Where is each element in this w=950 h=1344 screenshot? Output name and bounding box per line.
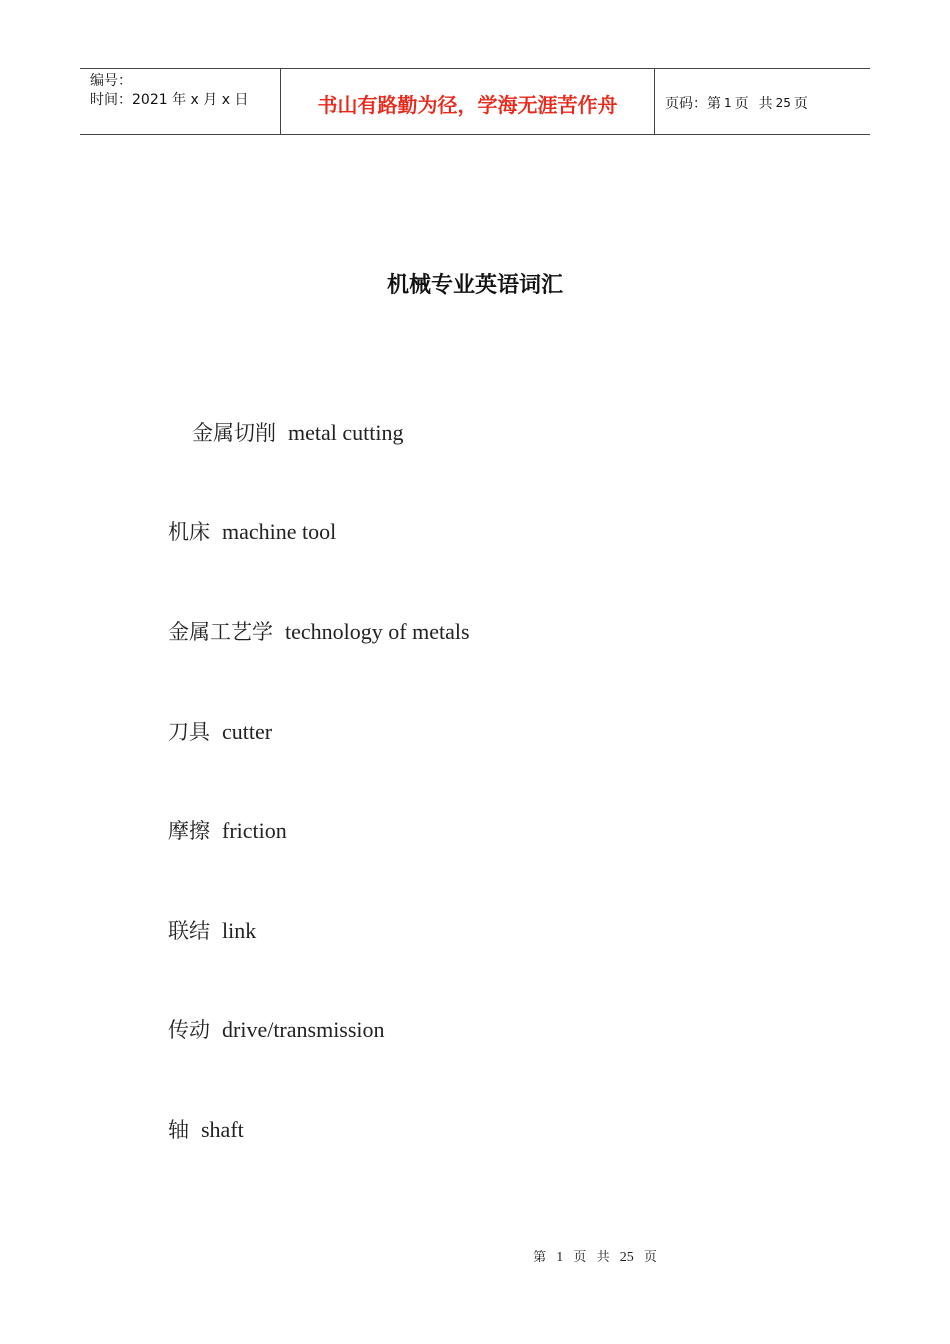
vocabulary-chinese: 刀具 [168,720,210,744]
footer-page-total: 25 [619,1250,634,1265]
document-title: 机械专业英语词汇 [386,273,563,298]
vocabulary-chinese: 金属工艺学 [168,620,273,644]
page-footer [0,1246,950,1266]
vocabulary-item [168,916,256,947]
vocabulary-item [168,517,336,548]
footer-unit: 页 [573,1250,587,1265]
footer-total-prefix: 共 [596,1250,610,1265]
footer-prefix: 第 [533,1250,547,1265]
vocabulary-chinese: 轴 [168,1118,189,1142]
vocabulary-chinese: 摩擦 [168,819,210,843]
vocabulary-item [168,717,272,748]
page-total-prefix: 共 [758,95,773,112]
vocabulary-item [168,1015,385,1046]
motto-text: 书山有路勤为径，学海无涯苦作舟 [317,93,618,117]
vocabulary-english: metal cutting [288,420,404,445]
page-total: 25 [775,95,791,110]
vocabulary-chinese: 传动 [168,1018,210,1042]
vocabulary-item [168,1115,244,1146]
page-total-suffix: 页 [793,95,808,112]
vocabulary-item [168,816,287,847]
time-label: 时间：2021 年 x 月 x 日 [90,92,249,108]
vocabulary-english: machine tool [222,519,337,544]
header-motto-cell [281,69,655,134]
vocabulary-item [168,617,470,648]
vocabulary-english: friction [222,818,287,843]
header-meta-cell [80,69,281,134]
vocabulary-english: link [222,918,257,943]
vocabulary-chinese: 金属切削 [192,421,276,445]
serial-number-label: 编号： [90,73,132,89]
page-unit: 页 [734,95,749,112]
footer-total-suffix: 页 [643,1250,657,1265]
header-page-cell [655,69,870,134]
page-header [80,68,870,135]
vocabulary-chinese: 联结 [168,919,210,943]
page-current: 1 [724,95,732,110]
vocabulary-english: cutter [222,719,273,744]
vocabulary-item [192,418,403,449]
vocabulary-english: drive/transmission [222,1017,385,1042]
vocabulary-english: shaft [201,1117,244,1142]
footer-page-current: 1 [556,1250,564,1265]
page-label: 页码：第 [665,95,721,112]
vocabulary-chinese: 机床 [168,520,210,544]
vocabulary-english: technology of metals [285,619,470,644]
